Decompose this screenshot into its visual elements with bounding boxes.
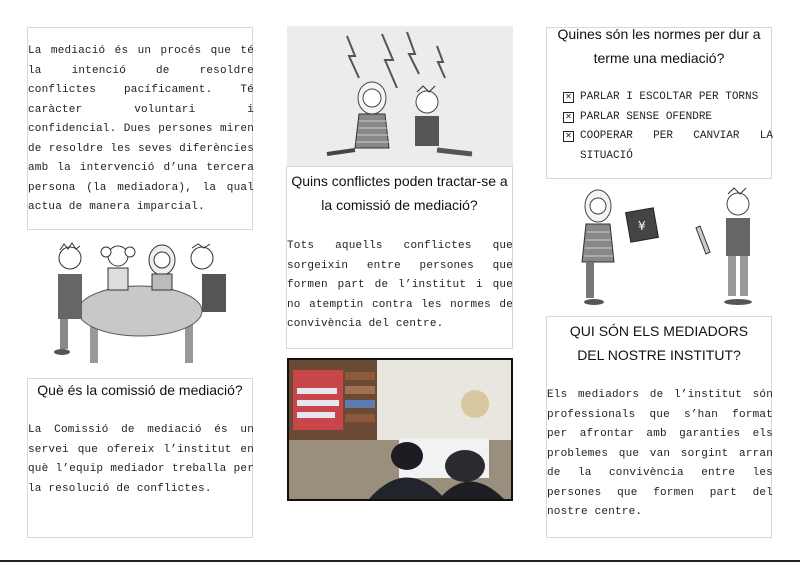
page-edge xyxy=(0,560,800,569)
gift-drawing xyxy=(560,182,770,312)
rule-text: COOPERAR PER CANVIAR LA SITUACIÓ xyxy=(580,130,773,162)
conflicts-text: Tots aquells conflictes que sorgeixin entre persones que formen part de l’institut i que no atemptin contra les normes de convivència del centre. xyxy=(287,240,513,330)
rule-item xyxy=(563,88,773,108)
mediators-heading: QUI SÓN ELS MEDIADORS DEL NOSTRE INSTITUT? xyxy=(569,323,749,363)
illustration-gift xyxy=(560,182,770,312)
checkbox-checked-icon: ✕ xyxy=(563,131,574,142)
rule-item xyxy=(563,108,773,128)
illustration-round-table xyxy=(40,236,240,366)
classroom-photo-drawing xyxy=(289,360,511,499)
commission-heading: Què és la comissió de mediació? xyxy=(37,382,243,398)
rules-list xyxy=(563,88,773,166)
conflicts-heading: Quins conflictes poden tractar-se a la comissió de mediació? xyxy=(291,173,508,213)
commission-text: La Comissió de mediació és un servei que ofereix l’institut en què l’equip mediador treballa per la resolució de conflictes. xyxy=(28,424,254,495)
rule-text: PARLAR I ESCOLTAR PER TORNS xyxy=(580,91,759,103)
checkbox-checked-icon: ✕ xyxy=(563,112,574,123)
rules-heading: Quines són les normes per dur a terme una mediació? xyxy=(557,26,761,66)
checkbox-checked-icon: ✕ xyxy=(563,92,574,103)
rule-item xyxy=(563,127,773,166)
conflict-drawing xyxy=(287,26,513,166)
intro-text: La mediació és un procés que té la intenció de resoldre conflictes pacíficament. Té caràcter voluntari i confidencial. Dues persones miren de resoldre les seves diferències amb la intervenció d’una tercera persona (la mediadora), la qual actua de manera imparcial. xyxy=(28,45,254,213)
rule-text: PARLAR SENSE OFENDRE xyxy=(580,110,713,123)
mediators-text: Els mediadors de l’institut són professionals que s’han format per afrontar amb garanties els problemes que van sorgint arran de la convivència entre les persones que formen part del nostre centre. xyxy=(547,389,773,518)
illustration-conflict xyxy=(287,26,513,166)
round-table-drawing xyxy=(40,236,240,366)
svg-text:¥: ¥ xyxy=(638,219,646,233)
classroom-photo xyxy=(287,358,513,501)
